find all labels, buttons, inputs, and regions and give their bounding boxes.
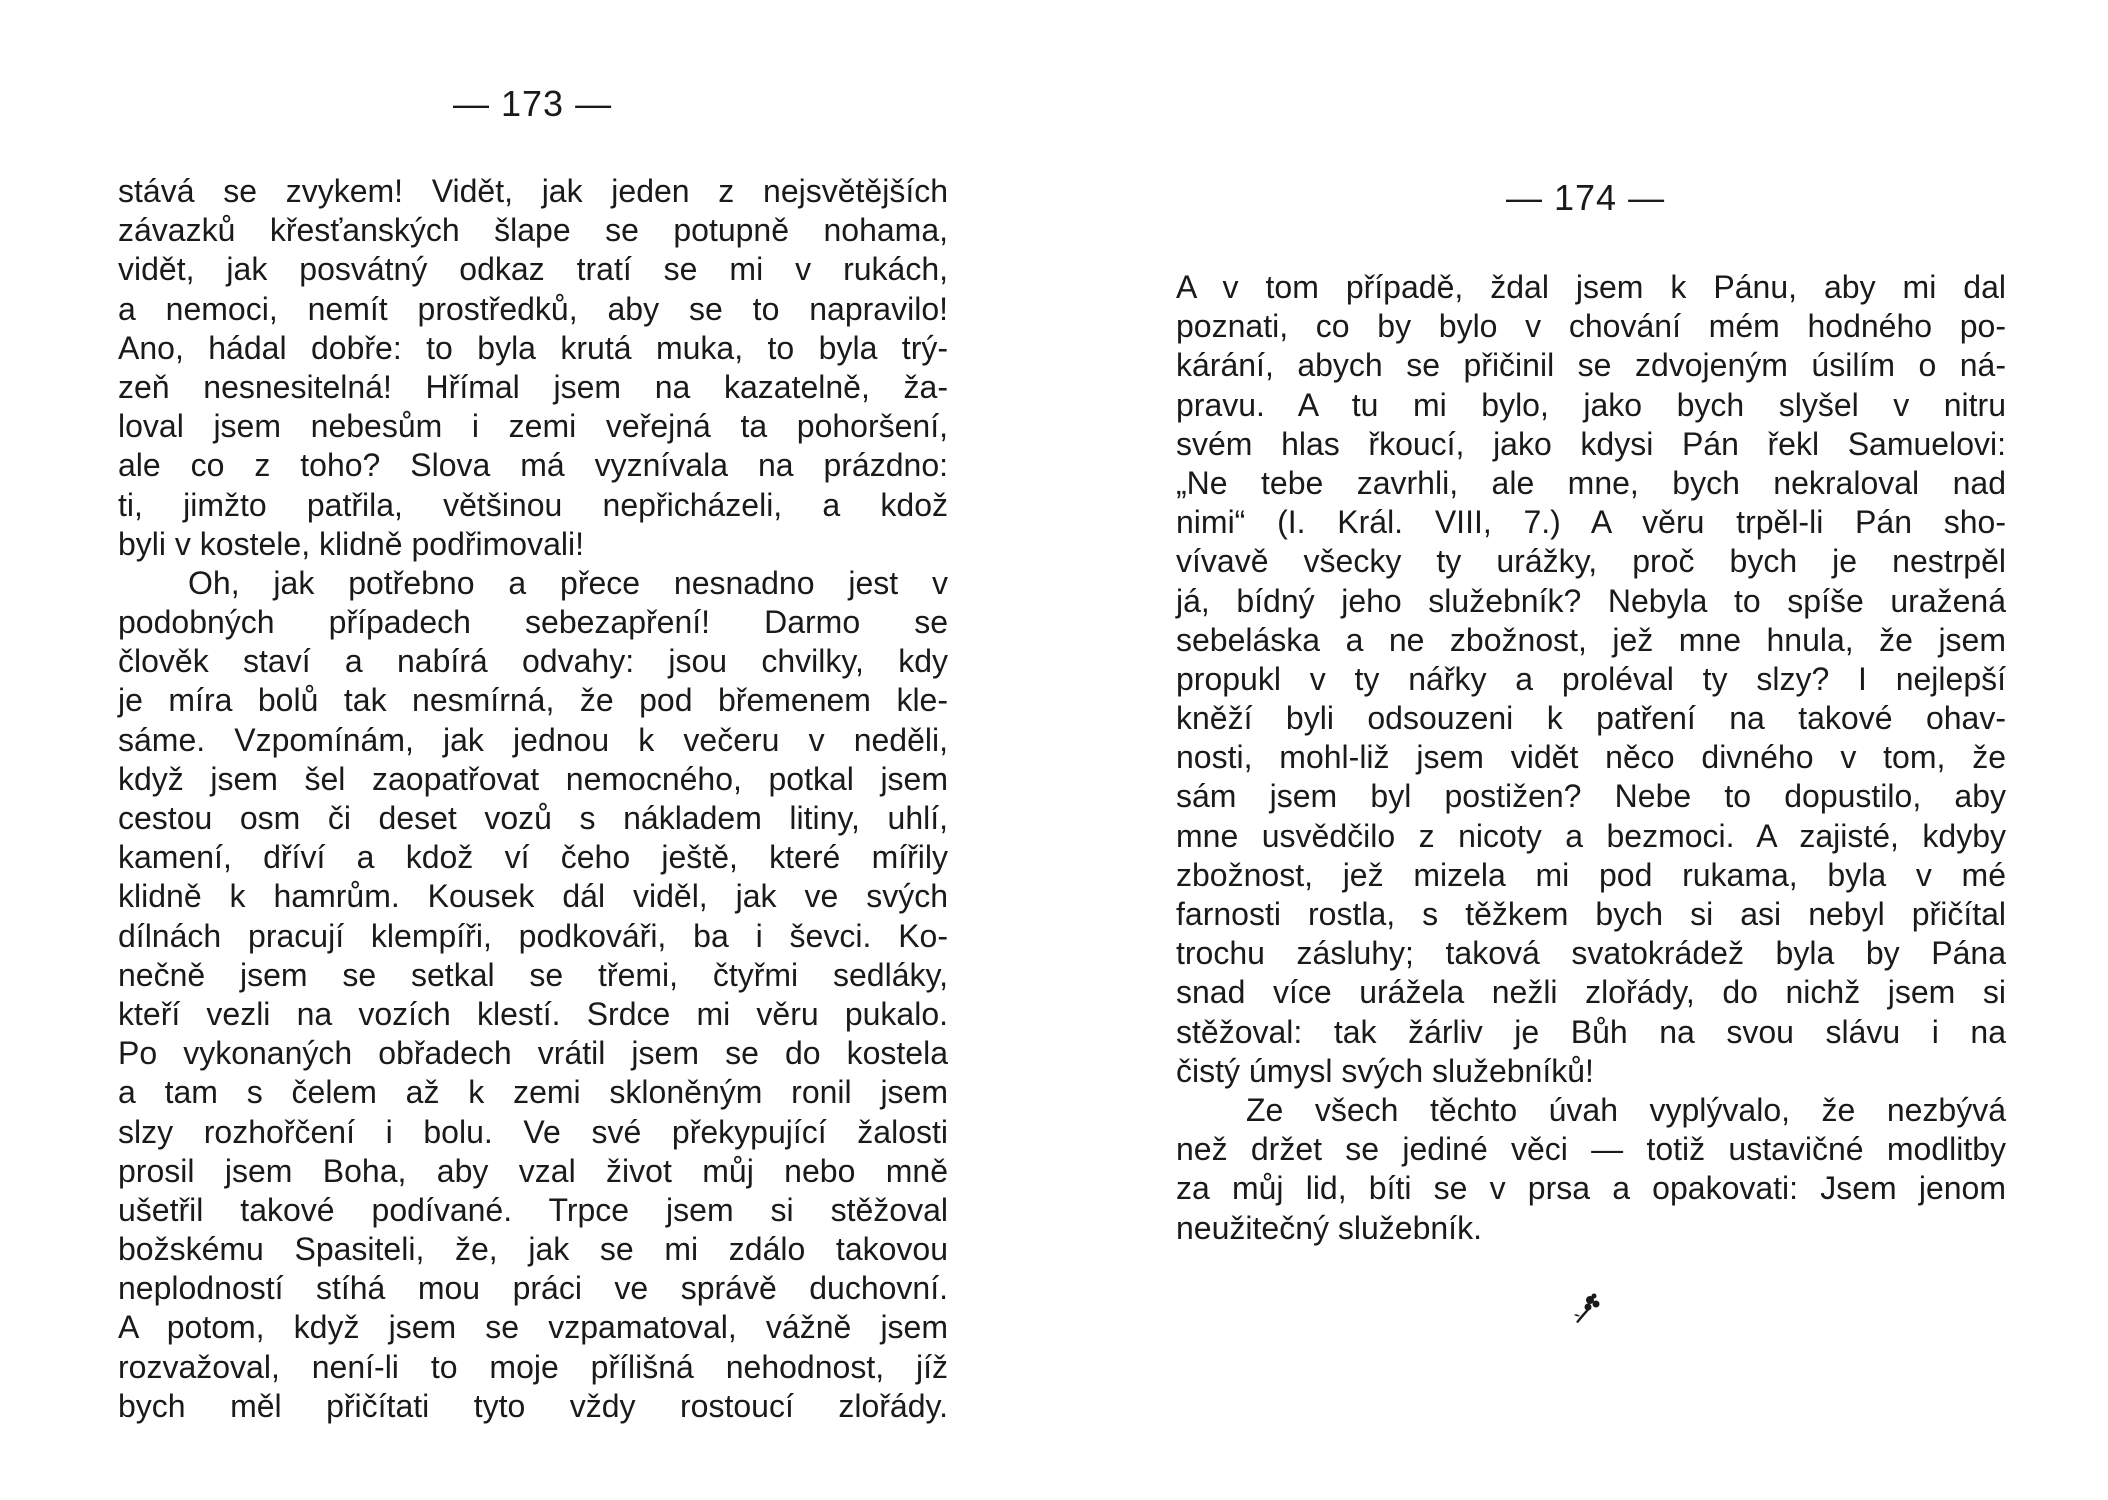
text-line: stává se zvykem! Vidět, jak jeden z nejsvětějších [118,173,948,209]
text-line: klidně k hamrům. Kousek dál viděl, jak ve svých [118,878,948,915]
text-line: A v tom případě, ždal jsem k Pánu, aby mi dal [1176,269,2006,305]
text-line: farnosti rostla, s těžkem bych si asi nebyl přičítal [1176,896,2006,932]
text-line: zeň nesnesitelná! Hřímal jsem na kazatelně, ža- [118,368,948,405]
text-line: „Ne tebe zavrhli, ale mne, bych nekraloval nad [1176,464,2006,501]
text-line: stěžoval: tak žárliv je Bůh na svou slávu i na [1176,1013,2006,1050]
text-line: nečně jsem se setkal se třemi, čtyřmi sedláky, [118,956,948,993]
body-text [118,172,948,1426]
text-line: já, bídný jeho služebník? Nebyla to spíše uražená [1176,582,2006,619]
text-line: ti, jimžto patřila, většinou nepřicházeli, a kdož [118,486,948,523]
text-line: ušetřil takové podívané. Trpce jsem si stěžoval [118,1191,948,1228]
text-line: sebeláska a ne zbožnost, jež mne hnula, že jsem [1176,621,2006,658]
text-line: sáme. Vzpomínám, jak jednou k večeru v neděli, [118,721,948,758]
text-line: kárání, abych se přičinil se zdvojeným úsilím o ná- [1176,347,2006,384]
text-line: když jsem šel zaopatřovat nemocného, potkal jsem [118,760,948,797]
text-line: rozvažoval, není-li to moje přílišná nehodnost, jíž [118,1348,948,1385]
text-line: Ano, hádal dobře: to byla krutá muka, to byla trý- [118,329,948,366]
text-line: sám jsem byl postižen? Nebe to dopustilo, aby [1176,778,2006,815]
text-line: slzy rozhořčení i bolu. Ve své překypující žalosti [118,1113,948,1150]
text-line: svém hlas řkoucí, jako kdysi Pán řekl Samuelovi: [1176,425,2006,462]
text-line: za můj lid, bíti se v prsa a opakovati: Jsem jenom [1176,1170,2006,1207]
text-line: poznati, co by bylo v chování mém hodného po- [1176,308,2006,345]
text-line: nosti, mohl-liž jsem vidět něco divného v tom, že [1176,739,2006,776]
text-line: čistý úmysl svých služebníků! [1176,1052,1594,1089]
floral-ornament-icon [1566,1288,1606,1328]
text-line: trochu zásluhy; taková svatokrádež byla by Pána [1176,935,2006,972]
text-line: dílnách pracují klempíři, podkováři, ba i ševci. Ko- [118,917,948,954]
text-line: neplodností stíhá mou práci ve správě duchovní. [118,1270,948,1307]
page-number: — 173 — [453,83,613,124]
text-line: božskému Spasiteli, že, jak se mi zdálo takovou [118,1231,948,1268]
text-line: zbožnost, jež mizela mi pod rukama, byla v mé [1176,856,2006,893]
body-text [1176,268,2006,1248]
text-line: vidět, jak posvátný odkaz tratí se mi v rukách, [118,251,948,288]
text-line: ale co z toho? Slova má vyznívala na prázdno: [118,447,948,484]
page-number: — 174 — [1506,177,1666,218]
text-line: Po vykonaných obřadech vrátil jsem se do kostela [118,1035,948,1072]
text-line: bych měl přičítati tyto vždy rostoucí zlořády. [118,1387,948,1424]
text-line: neužitečný služebník. [1176,1209,1482,1246]
text-line: kamení, dříví a kdož ví čeho ještě, které mířily [118,839,948,876]
text-line: a tam s čelem až k zemi skloněným ronil jsem [118,1074,948,1111]
text-line: pravu. A tu mi bylo, jako bych slyšel v nitru [1176,386,2006,423]
text-line: vívavě všecky ty urážky, proč bych je nestrpěl [1176,543,2006,580]
text-line: Oh, jak potřebno a přece nesnadno jest v [188,564,948,601]
text-line: člověk staví a nabírá odvahy: jsou chvilky, kdy [118,643,948,680]
text-line: propukl v ty nářky a proléval ty slzy? I nejlepší [1176,660,2006,697]
text-line: loval jsem nebesům i zemi veřejná ta pohoršení, [118,408,948,445]
text-line: závazků křesťanských šlape se potupně nohama, [118,212,948,249]
text-line: než držet se jediné věci — totiž ustavičné modlitby [1176,1131,2006,1168]
text-line: Ze všech těchto úvah vyplývalo, že nezbývá [1246,1091,2006,1128]
text-line: A potom, když jsem se vzpamatoval, vážně jsem [118,1309,948,1346]
text-line: kteří vezli na vozích klestí. Srdce mi věru pukalo. [118,995,948,1032]
text-line: mne usvědčilo z nicoty a bezmoci. A zajisté, kdyby [1176,817,2006,854]
text-line: kněží byli odsouzeni k patření na takové ohav- [1176,700,2006,737]
text-line: podobných případech sebezapření! Darmo se [118,604,948,641]
text-line: snad více urážela nežli zlořády, do nichž jsem si [1176,974,2006,1011]
text-line: byli v kostele, klidně podřimovali! [118,525,584,562]
text-line: cestou osm či deset vozů s nákladem litiny, uhlí, [118,800,948,836]
text-line: nimi“ (I. Král. VIII, 7.) A věru trpěl-li Pán sho- [1176,504,2006,541]
text-line: je míra bolů tak nesmírná, že pod břemenem kle- [118,682,948,719]
text-line: a nemoci, nemít prostředků, aby se to napravilo! [118,290,948,327]
text-line: prosil jsem Boha, aby vzal život můj nebo mně [118,1152,948,1189]
